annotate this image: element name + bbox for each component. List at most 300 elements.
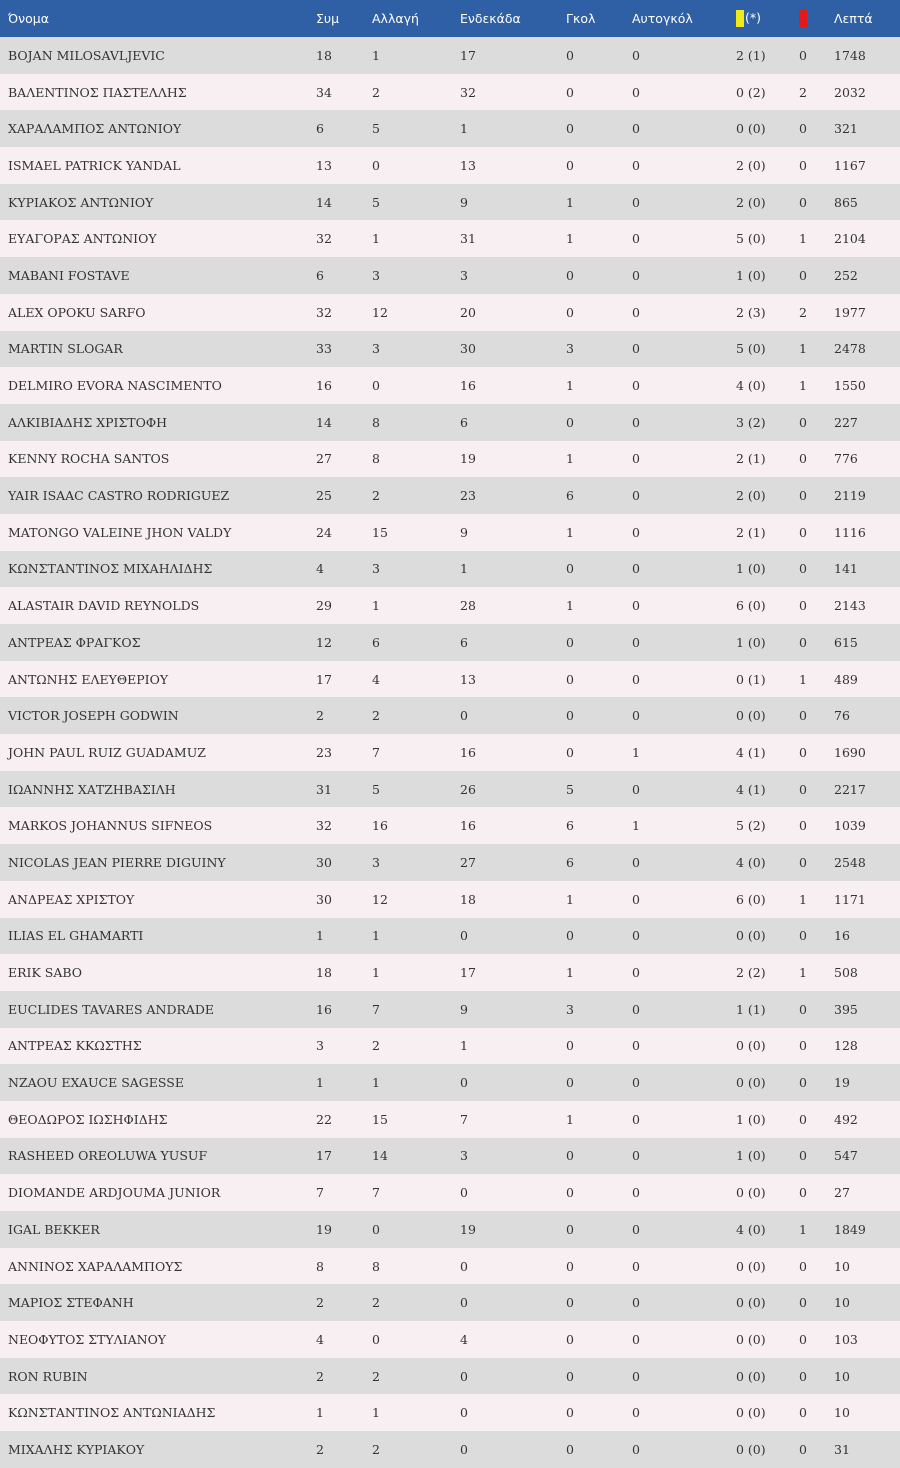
cell-sub: 8 <box>372 1258 380 1274</box>
cell-yellow-cards: 1 (0) <box>736 634 766 650</box>
cell-minutes: 2032 <box>834 84 866 100</box>
cell-minutes: 76 <box>834 708 850 724</box>
cell-sub: 7 <box>372 1001 380 1017</box>
cell-red-cards: 0 <box>799 1001 807 1017</box>
cell-own-goals: 0 <box>632 47 640 63</box>
cell-red-cards: 0 <box>799 414 807 430</box>
cell-own-goals: 0 <box>632 488 640 504</box>
cell-own-goals: 0 <box>632 1185 640 1201</box>
cell-player-name[interactable]: ΒΑΛΕΝΤΙΝΟΣ ΠΑΣΤΕΛΛΗΣ <box>8 84 187 100</box>
cell-minutes: 128 <box>834 1038 858 1054</box>
cell-yellow-cards: 1 (1) <box>736 1001 766 1017</box>
cell-apps: 32 <box>316 231 332 247</box>
cell-minutes: 1116 <box>834 524 866 540</box>
cell-own-goals: 0 <box>632 561 640 577</box>
table-row <box>0 441 900 478</box>
cell-goals: 1 <box>566 194 574 210</box>
cell-goals: 0 <box>566 1221 574 1237</box>
cell-red-cards: 0 <box>799 194 807 210</box>
cell-minutes: 2104 <box>834 231 866 247</box>
cell-starts: 3 <box>460 1148 468 1164</box>
cell-yellow-cards: 0 (0) <box>736 1075 766 1091</box>
table-row <box>0 1064 900 1101</box>
cell-player-name[interactable]: EUCLIDES TAVARES ANDRADE <box>8 1001 215 1017</box>
cell-yellow-cards: 5 (0) <box>736 341 766 357</box>
cell-starts: 9 <box>460 194 468 210</box>
cell-yellow-cards: 0 (0) <box>736 1295 766 1311</box>
cell-yellow-cards: 0 (1) <box>736 671 766 687</box>
cell-sub: 2 <box>372 1368 380 1384</box>
cell-goals: 0 <box>566 84 574 100</box>
cell-yellow-cards: 2 (0) <box>736 157 766 173</box>
cell-starts: 13 <box>460 157 476 173</box>
cell-player-name[interactable]: ΑΝΤΩΝΗΣ ΕΛΕΥΘΕΡΙΟΥ <box>8 671 169 687</box>
cell-yellow-cards: 2 (0) <box>736 194 766 210</box>
cell-apps: 17 <box>316 1148 332 1164</box>
cell-sub: 2 <box>372 488 380 504</box>
col-header-red-cards[interactable] <box>791 0 826 37</box>
cell-minutes: 508 <box>834 965 858 981</box>
cell-sub: 5 <box>372 194 380 210</box>
table-row <box>0 734 900 771</box>
cell-apps: 4 <box>316 1331 324 1347</box>
cell-red-cards: 0 <box>799 1368 807 1384</box>
cell-goals: 0 <box>566 1295 574 1311</box>
cell-player-name[interactable]: ΜΙΧΑΛΗΣ ΚΥΡΙΑΚΟΥ <box>8 1441 145 1457</box>
cell-apps: 30 <box>316 891 332 907</box>
cell-minutes: 10 <box>834 1405 850 1421</box>
cell-player-name[interactable]: ΘΕΟΔΩΡΟΣ ΙΩΣΗΦΙΔΗΣ <box>8 1111 168 1127</box>
red-card-icon <box>799 10 807 27</box>
cell-apps: 13 <box>316 157 332 173</box>
cell-red-cards: 1 <box>799 671 807 687</box>
cell-own-goals: 0 <box>632 1405 640 1421</box>
cell-starts: 31 <box>460 231 476 247</box>
cell-red-cards: 0 <box>799 524 807 540</box>
cell-red-cards: 1 <box>799 341 807 357</box>
cell-yellow-cards: 2 (0) <box>736 488 766 504</box>
cell-apps: 29 <box>316 598 332 614</box>
cell-player-name[interactable]: KENNY ROCHA SANTOS <box>8 451 170 467</box>
cell-apps: 18 <box>316 965 332 981</box>
cell-apps: 8 <box>316 1258 324 1274</box>
cell-apps: 6 <box>316 121 324 137</box>
cell-goals: 6 <box>566 818 574 834</box>
cell-player-name[interactable]: ERIK SABO <box>8 965 83 981</box>
cell-goals: 1 <box>566 598 574 614</box>
cell-minutes: 1167 <box>834 157 866 173</box>
cell-red-cards: 0 <box>799 744 807 760</box>
cell-minutes: 19 <box>834 1075 850 1091</box>
cell-starts: 1 <box>460 1038 468 1054</box>
table-row <box>0 1431 900 1468</box>
cell-minutes: 492 <box>834 1111 858 1127</box>
cell-own-goals: 0 <box>632 1331 640 1347</box>
table-row <box>0 881 900 918</box>
cell-starts: 0 <box>460 1441 468 1457</box>
cell-own-goals: 0 <box>632 451 640 467</box>
table-row <box>0 624 900 661</box>
cell-goals: 0 <box>566 414 574 430</box>
table-row <box>0 147 900 184</box>
cell-yellow-cards: 0 (0) <box>736 1405 766 1421</box>
cell-minutes: 16 <box>834 928 850 944</box>
cell-player-name[interactable]: VICTOR JOSEPH GODWIN <box>8 708 179 724</box>
cell-red-cards: 0 <box>799 561 807 577</box>
cell-starts: 6 <box>460 414 468 430</box>
cell-apps: 14 <box>316 194 332 210</box>
cell-red-cards: 1 <box>799 231 807 247</box>
col-header-yellow-cards[interactable] <box>728 0 791 37</box>
cell-sub: 2 <box>372 1441 380 1457</box>
cell-sub: 8 <box>372 414 380 430</box>
cell-starts: 19 <box>460 451 476 467</box>
table-header-row <box>0 0 900 37</box>
cell-player-name[interactable]: ΕΥΑΓΟΡΑΣ ΑΝΤΩΝΙΟΥ <box>8 231 157 247</box>
cell-minutes: 2143 <box>834 598 866 614</box>
cell-minutes: 1748 <box>834 47 866 63</box>
cell-minutes: 27 <box>834 1185 850 1201</box>
cell-goals: 1 <box>566 965 574 981</box>
cell-goals: 0 <box>566 121 574 137</box>
cell-own-goals: 0 <box>632 84 640 100</box>
cell-goals: 1 <box>566 524 574 540</box>
cell-starts: 32 <box>460 84 476 100</box>
cell-goals: 0 <box>566 1148 574 1164</box>
cell-sub: 1 <box>372 1405 380 1421</box>
cell-player-name[interactable]: DIOMANDE ARDJOUMA JUNIOR <box>8 1185 221 1201</box>
cell-player-name[interactable]: JOHN PAUL RUIZ GUADAMUZ <box>8 744 206 760</box>
cell-red-cards: 0 <box>799 1185 807 1201</box>
cell-yellow-cards: 1 (0) <box>736 267 766 283</box>
cell-apps: 17 <box>316 671 332 687</box>
cell-sub: 1 <box>372 1075 380 1091</box>
cell-red-cards: 0 <box>799 157 807 173</box>
cell-own-goals: 0 <box>632 928 640 944</box>
cell-red-cards: 0 <box>799 928 807 944</box>
cell-yellow-cards: 2 (1) <box>736 47 766 63</box>
cell-minutes: 252 <box>834 267 858 283</box>
table-row <box>0 514 900 551</box>
cell-red-cards: 0 <box>799 1038 807 1054</box>
cell-minutes: 1690 <box>834 744 866 760</box>
table-row <box>0 807 900 844</box>
cell-player-name[interactable]: MARTIN SLOGAR <box>8 341 123 357</box>
cell-minutes: 10 <box>834 1295 850 1311</box>
cell-starts: 0 <box>460 1295 468 1311</box>
col-header-starts[interactable]: Ενδεκάδα <box>460 11 521 26</box>
cell-own-goals: 0 <box>632 1038 640 1054</box>
cell-red-cards: 0 <box>799 708 807 724</box>
cell-starts: 26 <box>460 781 476 797</box>
cell-minutes: 10 <box>834 1258 850 1274</box>
col-header-name[interactable]: Όνομα <box>8 11 49 26</box>
cell-goals: 6 <box>566 854 574 870</box>
yellow-card-suffix: (*) <box>745 10 762 25</box>
table-row <box>0 184 900 221</box>
cell-apps: 2 <box>316 1441 324 1457</box>
cell-red-cards: 0 <box>799 781 807 797</box>
cell-goals: 0 <box>566 1441 574 1457</box>
col-header-apps[interactable]: Συμ <box>316 11 340 26</box>
cell-own-goals: 0 <box>632 1295 640 1311</box>
cell-starts: 20 <box>460 304 476 320</box>
cell-sub: 7 <box>372 1185 380 1201</box>
cell-apps: 12 <box>316 634 332 650</box>
cell-minutes: 865 <box>834 194 858 210</box>
cell-starts: 4 <box>460 1331 468 1347</box>
cell-apps: 22 <box>316 1111 332 1127</box>
cell-own-goals: 1 <box>632 818 640 834</box>
cell-red-cards: 0 <box>799 1295 807 1311</box>
cell-own-goals: 0 <box>632 1148 640 1164</box>
cell-minutes: 2217 <box>834 781 866 797</box>
cell-yellow-cards: 4 (0) <box>736 854 766 870</box>
cell-player-name[interactable]: ALEX OPOKU SARFO <box>8 304 146 320</box>
cell-player-name[interactable]: IGAL BEKKER <box>8 1221 100 1237</box>
table-row <box>0 294 900 331</box>
cell-sub: 7 <box>372 744 380 760</box>
cell-own-goals: 0 <box>632 378 640 394</box>
cell-sub: 5 <box>372 781 380 797</box>
cell-red-cards: 0 <box>799 598 807 614</box>
table-row <box>0 587 900 624</box>
cell-own-goals: 0 <box>632 414 640 430</box>
cell-apps: 1 <box>316 1075 324 1091</box>
cell-player-name[interactable]: ΑΛΚΙΒΙΑΔΗΣ ΧΡΙΣΤΟΦΗ <box>8 414 168 430</box>
table-row <box>0 257 900 294</box>
cell-yellow-cards: 4 (0) <box>736 1221 766 1237</box>
cell-own-goals: 0 <box>632 1221 640 1237</box>
cell-player-name[interactable]: ΜΑΡΙΟΣ ΣΤΕΦΑΝΗ <box>8 1295 134 1311</box>
cell-apps: 18 <box>316 47 332 63</box>
cell-player-name[interactable]: YAIR ISAAC CASTRO RODRIGUEZ <box>8 488 230 504</box>
cell-minutes: 1977 <box>834 304 866 320</box>
cell-minutes: 395 <box>834 1001 858 1017</box>
cell-player-name[interactable]: ΚΥΡΙΑΚΟΣ ΑΝΤΩΝΙΟΥ <box>8 194 154 210</box>
cell-player-name[interactable]: RON RUBIN <box>8 1368 88 1384</box>
cell-own-goals: 0 <box>632 854 640 870</box>
table-row <box>0 1101 900 1138</box>
cell-yellow-cards: 0 (0) <box>736 1368 766 1384</box>
cell-starts: 0 <box>460 1368 468 1384</box>
cell-yellow-cards: 6 (0) <box>736 891 766 907</box>
cell-goals: 6 <box>566 488 574 504</box>
cell-red-cards: 2 <box>799 84 807 100</box>
cell-minutes: 227 <box>834 414 858 430</box>
cell-red-cards: 0 <box>799 1111 807 1127</box>
cell-apps: 1 <box>316 928 324 944</box>
cell-player-name[interactable]: NICOLAS JEAN PIERRE DIGUINY <box>8 854 226 870</box>
cell-player-name[interactable]: MARKOS JOHANNUS SIFNEOS <box>8 818 213 834</box>
cell-player-name[interactable]: ΚΩΝΣΤΑΝΤΙΝΟΣ ΜΙΧΑΗΛΙΔΗΣ <box>8 561 213 577</box>
cell-sub: 5 <box>372 121 380 137</box>
cell-minutes: 141 <box>834 561 858 577</box>
cell-sub: 12 <box>372 304 388 320</box>
table-row <box>0 1211 900 1248</box>
cell-red-cards: 0 <box>799 451 807 467</box>
col-header-own-goals[interactable]: Αυτογκόλ <box>632 11 693 26</box>
cell-starts: 9 <box>460 524 468 540</box>
cell-own-goals: 0 <box>632 1441 640 1457</box>
cell-player-name[interactable]: ΑΝΤΡΕΑΣ ΦΡΑΓΚΟΣ <box>8 634 141 650</box>
table-row <box>0 844 900 881</box>
table-row <box>0 74 900 111</box>
cell-sub: 1 <box>372 231 380 247</box>
cell-goals: 0 <box>566 1258 574 1274</box>
cell-sub: 0 <box>372 1331 380 1347</box>
cell-own-goals: 0 <box>632 671 640 687</box>
cell-minutes: 103 <box>834 1331 858 1347</box>
cell-minutes: 776 <box>834 451 858 467</box>
cell-sub: 16 <box>372 818 388 834</box>
cell-sub: 1 <box>372 965 380 981</box>
cell-red-cards: 0 <box>799 1258 807 1274</box>
cell-goals: 3 <box>566 341 574 357</box>
cell-player-name[interactable]: BOJAN MILOSAVLJEVIC <box>8 47 165 63</box>
cell-minutes: 1550 <box>834 378 866 394</box>
cell-yellow-cards: 0 (0) <box>736 121 766 137</box>
cell-starts: 28 <box>460 598 476 614</box>
table-row <box>0 551 900 588</box>
cell-player-name[interactable]: ΚΩΝΣΤΑΝΤΙΝΟΣ ΑΝΤΩΝΙΑΔΗΣ <box>8 1405 216 1421</box>
table-row <box>0 1174 900 1211</box>
cell-player-name[interactable]: ΧΑΡΑΛΑΜΠΟΣ ΑΝΤΩΝΙΟΥ <box>8 121 182 137</box>
cell-apps: 16 <box>316 1001 332 1017</box>
cell-starts: 13 <box>460 671 476 687</box>
cell-yellow-cards: 5 (2) <box>736 818 766 834</box>
cell-starts: 23 <box>460 488 476 504</box>
cell-player-name[interactable]: ALASTAIR DAVID REYNOLDS <box>8 598 200 614</box>
cell-sub: 2 <box>372 1038 380 1054</box>
cell-player-name[interactable]: ILIAS EL GHAMARTI <box>8 928 144 944</box>
col-header-goals[interactable]: Γκολ <box>566 11 596 26</box>
cell-apps: 16 <box>316 378 332 394</box>
cell-own-goals: 0 <box>632 267 640 283</box>
table-row <box>0 1284 900 1321</box>
cell-yellow-cards: 0 (0) <box>736 1441 766 1457</box>
cell-yellow-cards: 4 (1) <box>736 781 766 797</box>
cell-sub: 2 <box>372 708 380 724</box>
cell-sub: 0 <box>372 378 380 394</box>
table-row <box>0 1138 900 1175</box>
cell-red-cards: 2 <box>799 304 807 320</box>
cell-apps: 32 <box>316 304 332 320</box>
cell-red-cards: 0 <box>799 1331 807 1347</box>
cell-apps: 7 <box>316 1185 324 1201</box>
cell-sub: 3 <box>372 561 380 577</box>
cell-goals: 0 <box>566 744 574 760</box>
cell-minutes: 321 <box>834 121 858 137</box>
cell-starts: 0 <box>460 928 468 944</box>
cell-red-cards: 0 <box>799 488 807 504</box>
table-row <box>0 37 900 74</box>
cell-player-name[interactable]: ΑΝΔΡΕΑΣ ΧΡΙΣΤΟΥ <box>8 891 135 907</box>
cell-starts: 19 <box>460 1221 476 1237</box>
cell-starts: 3 <box>460 267 468 283</box>
cell-minutes: 31 <box>834 1441 850 1457</box>
table-row <box>0 404 900 441</box>
cell-sub: 2 <box>372 1295 380 1311</box>
cell-own-goals: 0 <box>632 891 640 907</box>
cell-goals: 0 <box>566 1405 574 1421</box>
cell-player-name[interactable]: MABANI FOSTAVE <box>8 267 130 283</box>
cell-yellow-cards: 2 (2) <box>736 965 766 981</box>
cell-goals: 0 <box>566 671 574 687</box>
cell-player-name[interactable]: RASHEED OREOLUWA YUSUF <box>8 1148 208 1164</box>
cell-apps: 3 <box>316 1038 324 1054</box>
cell-own-goals: 0 <box>632 157 640 173</box>
cell-own-goals: 0 <box>632 1075 640 1091</box>
cell-own-goals: 0 <box>632 708 640 724</box>
cell-player-name[interactable]: MATONGO VALEINE JHON VALDY <box>8 524 232 540</box>
cell-apps: 23 <box>316 744 332 760</box>
cell-red-cards: 0 <box>799 47 807 63</box>
cell-starts: 1 <box>460 561 468 577</box>
cell-own-goals: 0 <box>632 304 640 320</box>
cell-yellow-cards: 1 (0) <box>736 561 766 577</box>
cell-red-cards: 0 <box>799 1075 807 1091</box>
cell-yellow-cards: 6 (0) <box>736 598 766 614</box>
cell-player-name[interactable]: ΙΩΑΝΝΗΣ ΧΑΤΖΗΒΑΣΙΛΗ <box>8 781 176 797</box>
yellow-card-icon <box>736 10 744 27</box>
cell-starts: 16 <box>460 744 476 760</box>
cell-yellow-cards: 2 (1) <box>736 451 766 467</box>
cell-goals: 1 <box>566 1111 574 1127</box>
cell-starts: 0 <box>460 708 468 724</box>
cell-own-goals: 0 <box>632 1258 640 1274</box>
cell-player-name[interactable]: DELMIRO EVORA NASCIMENTO <box>8 378 222 394</box>
cell-player-name[interactable]: ΑΝΤΡΕΑΣ ΚΚΩΣΤΗΣ <box>8 1038 142 1054</box>
cell-minutes: 615 <box>834 634 858 650</box>
cell-yellow-cards: 0 (0) <box>736 1331 766 1347</box>
cell-minutes: 1039 <box>834 818 866 834</box>
table-row <box>0 331 900 368</box>
table-row <box>0 110 900 147</box>
cell-starts: 16 <box>460 818 476 834</box>
cell-goals: 0 <box>566 47 574 63</box>
cell-apps: 24 <box>316 524 332 540</box>
cell-goals: 0 <box>566 1075 574 1091</box>
cell-yellow-cards: 4 (1) <box>736 744 766 760</box>
cell-own-goals: 0 <box>632 524 640 540</box>
table-row <box>0 991 900 1028</box>
cell-starts: 27 <box>460 854 476 870</box>
col-header-sub[interactable]: Αλλαγή <box>372 11 419 26</box>
col-header-minutes[interactable]: Λεπτά <box>834 11 873 26</box>
cell-red-cards: 0 <box>799 854 807 870</box>
cell-player-name[interactable]: ISMAEL PATRICK YANDAL <box>8 157 181 173</box>
cell-sub: 15 <box>372 524 388 540</box>
cell-own-goals: 0 <box>632 1111 640 1127</box>
cell-player-name[interactable]: NZAOU EXAUCE SAGESSE <box>8 1075 184 1091</box>
cell-goals: 1 <box>566 378 574 394</box>
cell-red-cards: 0 <box>799 121 807 137</box>
cell-goals: 1 <box>566 451 574 467</box>
cell-apps: 2 <box>316 1368 324 1384</box>
cell-red-cards: 0 <box>799 818 807 834</box>
cell-red-cards: 1 <box>799 378 807 394</box>
cell-player-name[interactable]: ΝΕΟΦΥΤΟΣ ΣΤΥΛΙΑΝΟΥ <box>8 1331 167 1347</box>
cell-starts: 17 <box>460 47 476 63</box>
cell-yellow-cards: 0 (0) <box>736 1185 766 1201</box>
cell-red-cards: 1 <box>799 891 807 907</box>
cell-yellow-cards: 1 (0) <box>736 1111 766 1127</box>
cell-sub: 12 <box>372 891 388 907</box>
table-row <box>0 1248 900 1285</box>
cell-player-name[interactable]: ΑΝΝΙΝΟΣ ΧΑΡΑΛΑΜΠΟΥΣ <box>8 1258 183 1274</box>
cell-sub: 14 <box>372 1148 388 1164</box>
